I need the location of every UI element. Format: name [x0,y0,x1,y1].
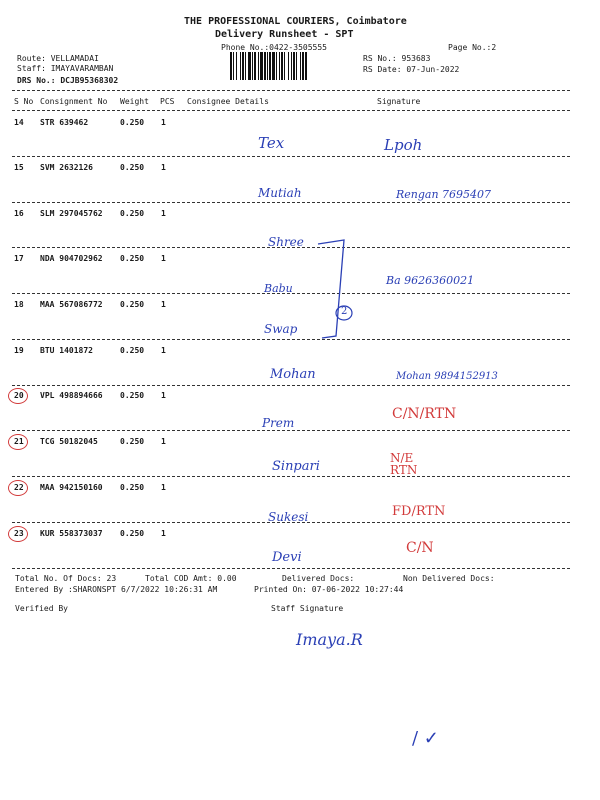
runsheet-title: Delivery Runsheet - SPT [215,29,354,40]
row-pcs: 1 [161,163,166,172]
row-consignment: KUR 558373037 [40,529,103,538]
consignee-name-handwritten: Devi [272,550,302,565]
status-mark-handwritten: C/N [406,540,434,556]
row-consignment: SLM 297045762 [40,209,103,218]
col-consignment: Consignment No [40,97,108,106]
consignee-name-handwritten: Prem [262,416,295,430]
verified-by-label: Verified By [15,604,68,613]
row-consignment: MAA 567086772 [40,300,103,309]
total-docs: Total No. Of Docs: 23 [15,574,117,583]
row-weight: 0.250 [120,437,145,446]
row-weight: 0.250 [120,118,145,127]
status-mark-handwritten: N/E RTN [390,451,418,477]
row-pcs: 1 [161,483,166,492]
non-delivered-docs: Non Delivered Docs: [403,574,495,583]
divider [12,110,570,111]
row-weight: 0.250 [120,300,145,309]
divider [12,339,570,340]
red-circle-mark [8,434,28,450]
row-consignment: SVM 2632126 [40,163,93,172]
row-pcs: 1 [161,300,166,309]
row-sno: 16 [14,209,24,218]
col-pcs: PCS [160,97,175,106]
row-weight: 0.250 [120,483,145,492]
row-weight: 0.250 [120,163,145,172]
consignee-name-handwritten: Tex [258,134,285,152]
col-signature: Signature [377,97,421,106]
row-pcs: 1 [161,209,166,218]
rs-number: RS No.: 953683 [363,54,431,63]
red-circle-mark [8,480,28,496]
check-mark-handwritten: / ✓ [412,728,439,749]
col-weight: Weight [120,97,149,106]
status-mark-handwritten: FD/RTN [392,504,446,519]
page-number: Page No.:2 [448,43,497,52]
row-consignment: VPL 498894666 [40,391,103,400]
row-weight: 0.250 [120,346,145,355]
red-circle-mark [8,388,28,404]
row-sno: 23 [14,529,24,538]
divider [12,90,570,91]
row-consignment: NDA 904702962 [40,254,103,263]
bracket-mark [300,236,360,341]
col-sno: S No [14,97,34,106]
row-sno: 21 [14,437,24,446]
drs-number: DRS No.: DCJB95368302 [17,76,119,85]
row-pcs: 1 [161,254,166,263]
row-consignment: BTU 1401872 [40,346,93,355]
phone-number: Phone No.:0422-3505555 [221,43,327,52]
staff-label: Staff: IMAYAVARAMBAN [17,64,114,73]
printed-on: Printed On: 07-06-2022 10:27:44 [254,585,404,594]
row-sno: 14 [14,118,24,127]
consignee-name-handwritten: Swap [264,322,298,336]
row-sno: 20 [14,391,24,400]
divider [12,430,570,431]
consignee-name-handwritten: Sukesi [268,510,309,524]
status-mark-handwritten: C/N/RTN [392,406,457,422]
staff-signature-handwritten: Imaya.R [296,630,363,649]
row-consignment: MAA 942150160 [40,483,103,492]
row-pcs: 1 [161,529,166,538]
divider [12,568,570,569]
row-pcs: 1 [161,391,166,400]
signature-handwritten: Rengan 7695407 [396,188,492,201]
rs-date: RS Date: 07-Jun-2022 [363,65,460,74]
row-sno: 15 [14,163,24,172]
group-number-mark: 2 [341,306,348,317]
staff-signature-label: Staff Signature [271,604,344,613]
consignee-name-handwritten: Mutiah [258,186,302,200]
divider [12,202,570,203]
row-weight: 0.250 [120,209,145,218]
consignee-name-handwritten: Babu [264,282,293,295]
signature-handwritten: Mohan 9894152913 [396,371,498,382]
total-cod: Total COD Amt: 0.00 [145,574,237,583]
consignee-name-handwritten: Sinpari [272,459,320,474]
divider [12,385,570,386]
row-weight: 0.250 [120,254,145,263]
route-label: Route: VELLAMADAI [17,54,99,63]
consignee-name-handwritten: Mohan [270,367,316,382]
row-weight: 0.250 [120,391,145,400]
row-consignment: TCG 50182045 [40,437,98,446]
red-circle-mark [8,526,28,542]
row-sno: 17 [14,254,24,263]
row-pcs: 1 [161,437,166,446]
signature-handwritten: Lpoh [384,136,423,154]
divider [12,156,570,157]
row-pcs: 1 [161,118,166,127]
row-consignment: STR 639462 [40,118,89,127]
row-pcs: 1 [161,346,166,355]
barcode [230,52,360,80]
consignee-name-handwritten: Shree [268,235,304,249]
company-name: THE PROFESSIONAL COURIERS, Coimbatore [184,16,407,27]
row-weight: 0.250 [120,529,145,538]
entered-by: Entered By :SHARONSPT 6/7/2022 10:26:31 AM [15,585,218,594]
row-sno: 19 [14,346,24,355]
col-consignee: Consignee Details [187,97,269,106]
delivered-docs: Delivered Docs: [282,574,355,583]
signature-handwritten: Ba 9626360021 [386,274,475,287]
divider [12,476,570,477]
barcode-bar [307,52,308,80]
row-sno: 22 [14,483,24,492]
row-sno: 18 [14,300,24,309]
